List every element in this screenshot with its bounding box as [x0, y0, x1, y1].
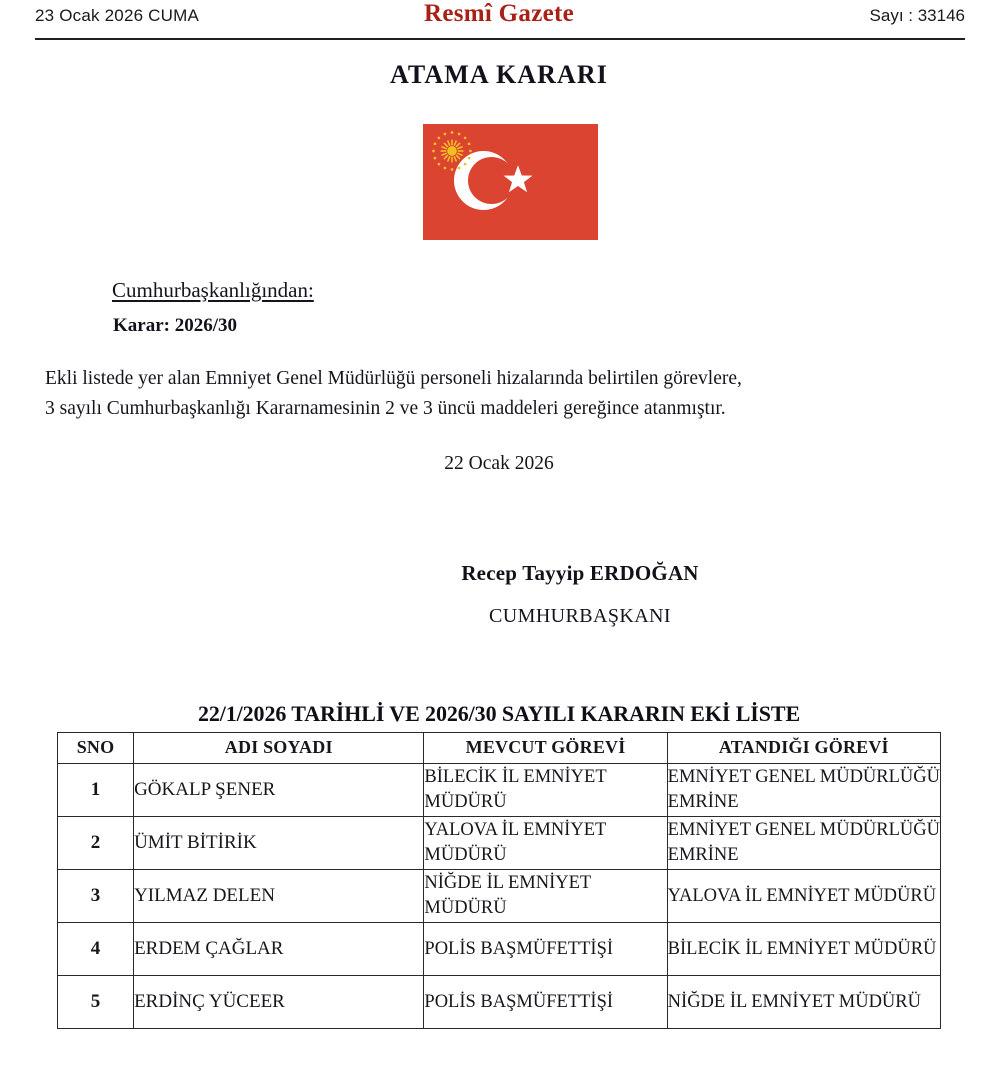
cell-current-post: YALOVA İL EMNİYET MÜDÜRÜ: [424, 817, 667, 870]
table-header-row: [58, 733, 941, 764]
cell-current-post: POLİS BAŞMÜFETTİŞİ: [424, 923, 667, 976]
cell-name: YILMAZ DELEN: [134, 870, 424, 923]
annex-table-title: 22/1/2026 TARİHLİ VE 2026/30 SAYILI KARARIN EKİ LİSTE: [197, 701, 801, 726]
body-line-1: Ekli listede yer alan Emniyet Genel Müdürlüğü personeli hizalarında belirtilen görevlere,: [45, 368, 742, 389]
cell-assigned-post: NİĞDE İL EMNİYET MÜDÜRÜ: [667, 976, 940, 1029]
sun-emblem-icon: [430, 129, 474, 173]
decision-number: Karar: 2026/30: [113, 315, 238, 336]
cell-sno: 1: [58, 764, 134, 817]
annex-table-wrapper: [57, 732, 941, 1029]
column-header-assigned-post: ATANDIĞI GÖREVİ: [667, 733, 940, 764]
cell-assigned-post: EMNİYET GENEL MÜDÜRLÜĞÜ EMRİNE: [667, 764, 940, 817]
signature-role: CUMHURBAŞKANI: [489, 605, 671, 627]
cell-current-post: BİLECİK İL EMNİYET MÜDÜRÜ: [424, 764, 667, 817]
masthead-divider: [35, 38, 965, 40]
decision-body-text: [45, 364, 955, 424]
column-header-sno: SNO: [58, 733, 134, 764]
issuing-authority-line: Cumhurbaşkanlığından:: [112, 278, 314, 302]
masthead-date: 23 Ocak 2026 CUMA: [35, 6, 200, 25]
cell-name: ÜMİT BİTİRİK: [134, 817, 424, 870]
cell-current-post: POLİS BAŞMÜFETTİŞİ: [424, 976, 667, 1029]
cell-sno: 5: [58, 976, 134, 1029]
column-header-name: ADI SOYADI: [134, 733, 424, 764]
turkish-presidential-flag-icon: [423, 124, 598, 240]
table-row: [58, 764, 941, 817]
masthead: [0, 0, 998, 38]
document-title: ATAMA KARARI: [389, 60, 609, 89]
cell-sno: 4: [58, 923, 134, 976]
column-header-current-post: MEVCUT GÖREVİ: [424, 733, 667, 764]
table-row: [58, 923, 941, 976]
table-row: [58, 976, 941, 1029]
signature-name: Recep Tayyip ERDOĞAN: [461, 561, 699, 585]
body-line-2: 3 sayılı Cumhurbaşkanlığı Kararnamesinin 2 ve 3 üncü maddeleri gereğince atanmıştır.: [45, 398, 726, 419]
cell-assigned-post: EMNİYET GENEL MÜDÜRLÜĞÜ EMRİNE: [667, 817, 940, 870]
cell-name: GÖKALP ŞENER: [134, 764, 424, 817]
masthead-title: Resmî Gazete: [423, 0, 575, 27]
table-row: [58, 817, 941, 870]
cell-assigned-post: YALOVA İL EMNİYET MÜDÜRÜ: [667, 870, 940, 923]
cell-sno: 2: [58, 817, 134, 870]
cell-name: ERDİNÇ YÜCEER: [134, 976, 424, 1029]
table-row: [58, 870, 941, 923]
cell-sno: 3: [58, 870, 134, 923]
cell-current-post: NİĞDE İL EMNİYET MÜDÜRÜ: [424, 870, 667, 923]
decision-date: 22 Ocak 2026: [444, 453, 554, 474]
masthead-issue-number: Sayı : 33146: [869, 6, 965, 25]
cell-name: ERDEM ÇAĞLAR: [134, 923, 424, 976]
cell-assigned-post: BİLECİK İL EMNİYET MÜDÜRÜ: [667, 923, 940, 976]
appointment-list-table: [57, 732, 941, 1029]
star-icon: [502, 164, 534, 196]
